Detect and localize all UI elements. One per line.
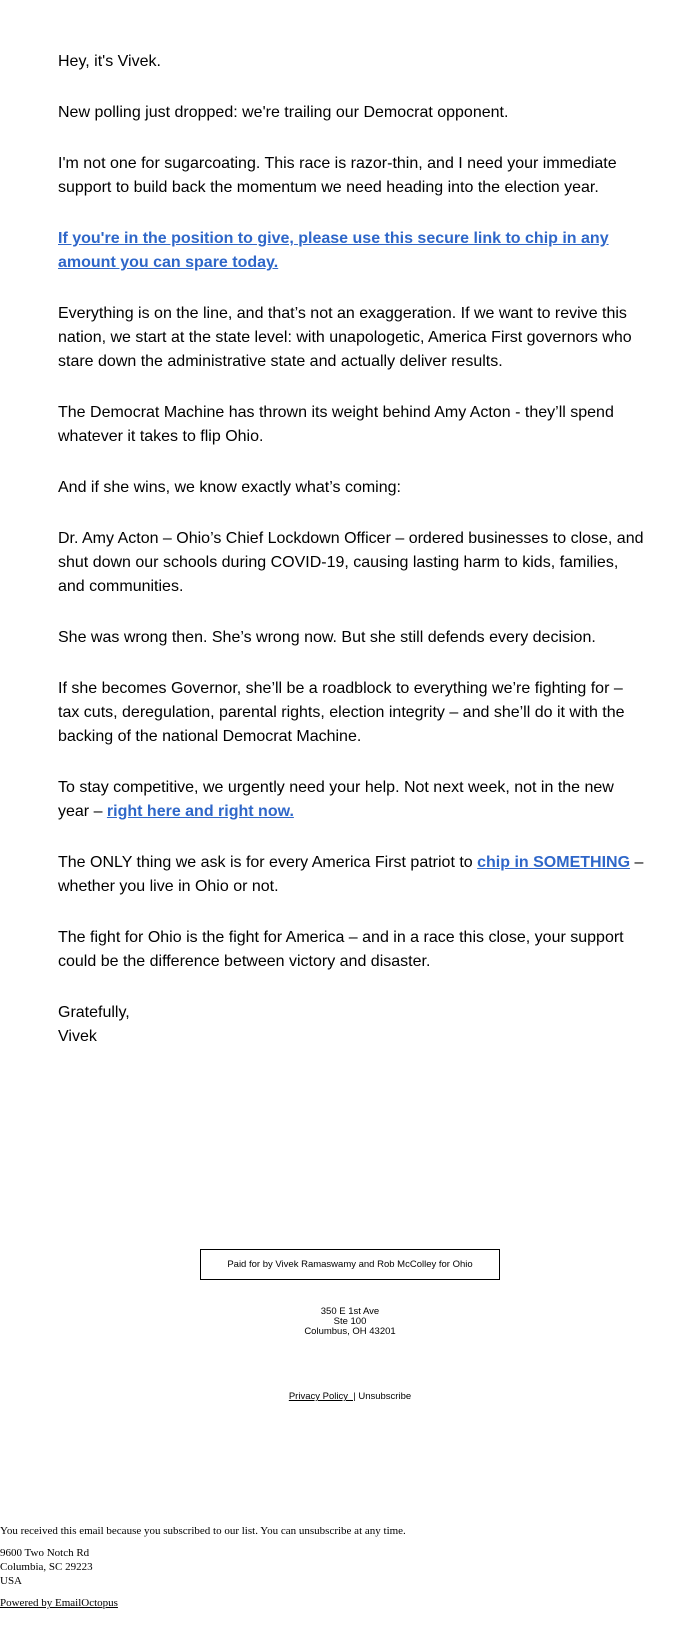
- paragraph-wrong-then: She was wrong then. She’s wrong now. But she still defends every decision.: [58, 629, 596, 646]
- emailoctopus-footer: [0, 1524, 406, 1618]
- privacy-policy-link[interactable]: Privacy Policy |: [288, 1391, 356, 1402]
- right-now-link[interactable]: right here and right now.: [106, 803, 294, 820]
- sender-address: [0, 1546, 406, 1588]
- sender-address-line: USA: [0, 1575, 23, 1587]
- powered-by: [0, 1596, 406, 1610]
- paragraph-only-thing: [58, 851, 648, 899]
- only-thing-text: The ONLY thing we ask is for every America First patriot to: [58, 854, 478, 871]
- paragraph-amy-acton: Dr. Amy Acton – Ohio’s Chief Lockdown Officer – ordered businesses to close, and shut down our schools during COVID-19, causing lasting harm to kids, families, and communities.: [58, 530, 644, 595]
- paragraph-if-she-wins: And if she wins, we know exactly what’s coming:: [58, 479, 401, 496]
- signature: Vivek: [58, 1028, 97, 1045]
- paragraph-democrat-machine: The Democrat Machine has thrown its weight behind Amy Acton - they’ll spend whatever it takes to flip Ohio.: [58, 404, 614, 445]
- footer-links: [200, 1391, 500, 1402]
- address-line: Columbus, OH 43201: [304, 1326, 396, 1337]
- closing: Gratefully,: [58, 1004, 130, 1021]
- paid-for-text: Paid for by Vivek Ramaswamy and Rob McColley for Ohio: [227, 1259, 473, 1270]
- campaign-address: [200, 1307, 500, 1337]
- chip-in-link[interactable]: chip in SOMETHING: [477, 854, 631, 871]
- sender-address-line: Columbia, SC 29223: [0, 1561, 93, 1573]
- address-line: Ste 100: [333, 1316, 367, 1327]
- paragraph-governor: If she becomes Governor, she’ll be a roadblock to everything we’re fighting for – tax cuts, deregulation, parental rights, election integrity – and she’ll do it with the backing of the national Democrat Machine.: [58, 680, 625, 745]
- paid-for-box: [200, 1249, 500, 1280]
- donate-link[interactable]: If you're in the position to give, please use this secure link to chip in any amount you can spare today.: [58, 230, 609, 271]
- unsubscribe-link[interactable]: Unsubscribe: [355, 1391, 412, 1402]
- address-line: 350 E 1st Ave: [320, 1306, 380, 1317]
- emailoctopus-link[interactable]: Powered by EmailOctopus: [0, 1597, 118, 1609]
- paragraph-stay-competitive: [58, 776, 648, 824]
- paragraph-fight-for-ohio: The fight for Ohio is the fight for America – and in a race this close, your support could be the difference between victory and disaster.: [58, 929, 624, 970]
- signoff: [58, 1001, 648, 1049]
- sender-address-line: 9600 Two Notch Rd: [0, 1547, 90, 1559]
- subscription-notice: You received this email because you subscribed to our list. You can unsubscribe at any time.: [0, 1525, 406, 1537]
- give-link-paragraph: [58, 227, 648, 275]
- greeting: Hey, it's Vivek.: [58, 53, 161, 70]
- stay-competitive-text: To stay competitive, we urgently need your help. Not next week, not in the new year –: [58, 779, 614, 820]
- paragraph-sugarcoating: I'm not one for sugarcoating. This race is razor-thin, and I need your immediate support to build back the momentum we need heading into the election year.: [58, 155, 617, 196]
- only-thing-tail: – whether you live in Ohio or not.: [58, 854, 644, 895]
- paragraph-on-the-line: Everything is on the line, and that’s not an exaggeration. If we want to revive this nation, we start at the state level: with unapologetic, America First governors who stare down the administrative state and actually deliver results.: [58, 305, 632, 370]
- paragraph-polling: New polling just dropped: we're trailing our Democrat opponent.: [58, 104, 509, 121]
- email-body: [58, 50, 648, 1049]
